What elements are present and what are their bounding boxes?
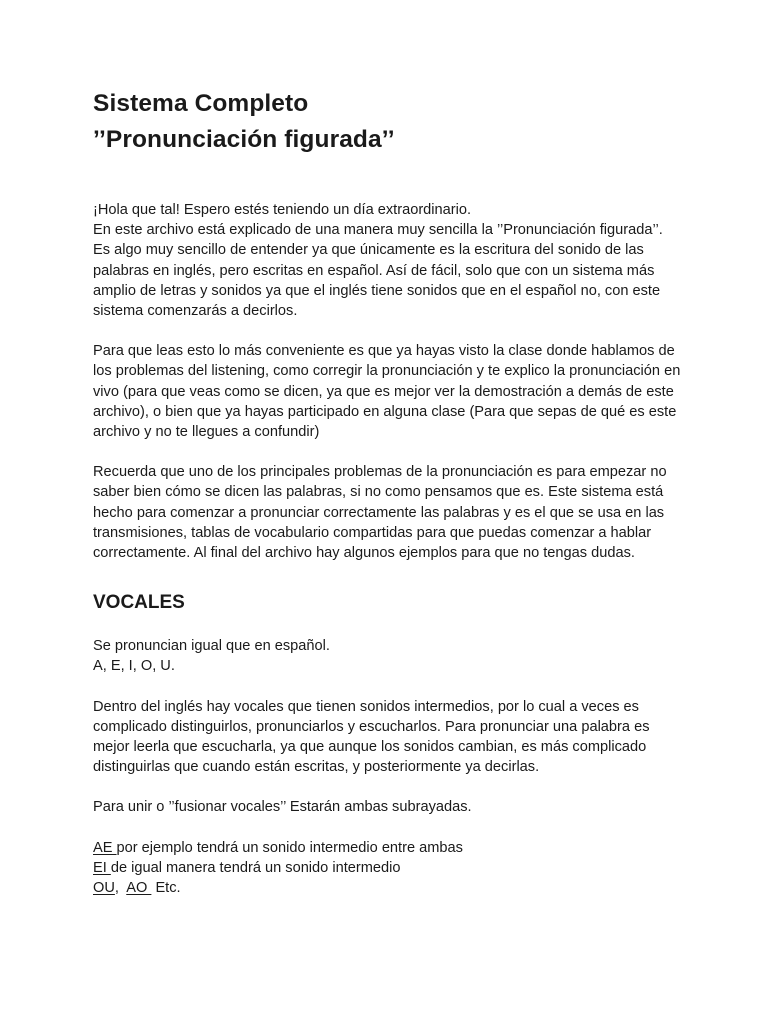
- greeting-line: ¡Hola que tal! Espero estés teniendo un día extraordinario.: [93, 202, 472, 218]
- example-code-ou: OU: [93, 880, 115, 897]
- intro-paragraph-3: Recuerda que uno de los principales problemas de la pronunciación es para empezar no saber bien cómo se dicen las palabras, si no como pensamos que es. Este sistema está hecho para comenzar a pronunciar correctamente las palabras y es el que se usa en las transmisiones, tablas de vocabulario compartidas para que puedas comenzar a hablar correctamente. Al final del archivo hay algunos ejemplos para que no tengas dudas.: [93, 464, 667, 562]
- document-title: [93, 86, 683, 158]
- vocales-paragraph-3: Para unir o ’’fusionar vocales’’ Estarán ambas subrayadas.: [93, 799, 472, 816]
- intro-paragraph-1: [93, 200, 683, 321]
- example-code-ae: AE: [93, 839, 117, 856]
- example-text-ei: de igual manera tendrá un sonido intermedio: [110, 859, 401, 876]
- intro-paragraph-1-body: En este archivo está explicado de una manera muy sencilla la ’’Pronunciación figurada’’. Es algo muy sencillo de entender ya que únicamente es la escritura del sonido de las palabras en inglés, pero escritas en español. Así de fácil, solo que con un sistema más amplio de letras y sonidos ya que el inglés tiene sonidos que en el español no, con este sistema comenzarás a decirlos.: [93, 222, 663, 320]
- example-code-ao: AO: [126, 880, 152, 897]
- example-code-ei: EI: [93, 859, 111, 876]
- section-heading-vocales: VOCALES: [93, 592, 185, 614]
- vowel-list: A, E, I, O, U.: [93, 658, 175, 675]
- vocales-paragraph-2: Dentro del inglés hay vocales que tienen sonidos intermedios, por lo cual a veces es complicado distinguirlos, pronunciarlos y escucharlos. Para pronunciar una palabra es mejor leerla que escucharla, ya que aunque los sonidos cambian, es más complicado distinguirlas que cuando están escritas, y posteriormente ya decirlas.: [93, 698, 650, 776]
- title-line-2: ’’Pronunciación figurada’’: [93, 126, 395, 153]
- title-line-1: Sistema Completo: [93, 90, 309, 117]
- document-page: [93, 86, 683, 898]
- example-separator: ,: [114, 880, 127, 897]
- vowel-examples: [93, 838, 683, 899]
- intro-paragraph-2: Para que leas esto lo más conveniente es que ya hayas visto la clase donde hablamos de los problemas del listening, como corregir la pronunciación y te explico la pronunciación en vivo (para que veas como se dicen, ya que es mejor ver la demostración a demás de este archivo), o bien que ya hayas participado en alguna clase (Para que sepas de qué es este archivo y no te llegues a confundir): [93, 343, 681, 441]
- vocales-paragraph-1: [93, 636, 683, 676]
- example-text-ae: por ejemplo tendrá un sonido intermedio entre ambas: [116, 839, 463, 856]
- vocales-intro-line: Se pronuncian igual que en español.: [93, 638, 330, 655]
- example-text-etc: Etc.: [151, 880, 181, 897]
